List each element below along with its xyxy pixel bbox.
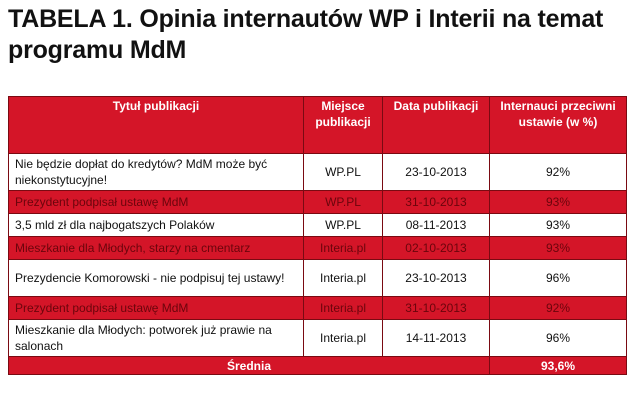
cell-percent: 92% — [490, 154, 627, 191]
cell-place: Interia.pl — [304, 297, 383, 320]
table-header-row — [9, 97, 627, 154]
cell-place: Interia.pl — [304, 320, 383, 357]
table-row — [9, 191, 627, 214]
cell-percent: 93% — [490, 214, 627, 237]
header-date: Data publikacji — [383, 97, 490, 154]
table-row — [9, 154, 627, 191]
header-percent: Internauci przeciwni ustawie (w %) — [490, 97, 627, 154]
cell-percent: 93% — [490, 191, 627, 214]
cell-title: Mieszkanie dla Młodych, starzy na cmentarz — [9, 237, 304, 260]
table-row — [9, 214, 627, 237]
cell-title: Mieszkanie dla Młodych: potworek już prawie na salonach — [9, 320, 304, 357]
cell-place: WP.PL — [304, 214, 383, 237]
cell-place: Interia.pl — [304, 237, 383, 260]
table-row — [9, 237, 627, 260]
cell-title: Nie będzie dopłat do kredytów? MdM może być niekonstytucyjne! — [9, 154, 304, 191]
average-value: 93,6% — [490, 357, 627, 375]
page-title: TABELA 1. Opinia internautów WP i Interii na temat programu MdM — [8, 5, 604, 64]
cell-place: WP.PL — [304, 191, 383, 214]
cell-date: 02-10-2013 — [383, 237, 490, 260]
table-row — [9, 260, 627, 297]
cell-title: Prezydent podpisał ustawę MdM — [9, 191, 304, 214]
cell-date: 08-11-2013 — [383, 214, 490, 237]
cell-title: Prezydencie Komorowski - nie podpisuj tej ustawy! — [9, 260, 304, 297]
cell-date: 23-10-2013 — [383, 154, 490, 191]
cell-title: Prezydent podpisał ustawę MdM — [9, 297, 304, 320]
cell-title: 3,5 mld zł dla najbogatszych Polaków — [9, 214, 304, 237]
average-label: Średnia — [9, 357, 490, 375]
cell-date: 31-10-2013 — [383, 191, 490, 214]
header-title: Tytuł publikacji — [9, 97, 304, 154]
cell-date: 23-10-2013 — [383, 260, 490, 297]
cell-place: WP.PL — [304, 154, 383, 191]
cell-percent: 93% — [490, 237, 627, 260]
table-footer-row — [9, 357, 627, 375]
table-row — [9, 297, 627, 320]
header-place: Miejsce publikacji — [304, 97, 383, 154]
cell-date: 31-10-2013 — [383, 297, 490, 320]
table-row — [9, 320, 627, 357]
opinion-table — [8, 96, 627, 375]
cell-date: 14-11-2013 — [383, 320, 490, 357]
cell-percent: 96% — [490, 320, 627, 357]
cell-percent: 92% — [490, 297, 627, 320]
cell-place: Interia.pl — [304, 260, 383, 297]
cell-percent: 96% — [490, 260, 627, 297]
